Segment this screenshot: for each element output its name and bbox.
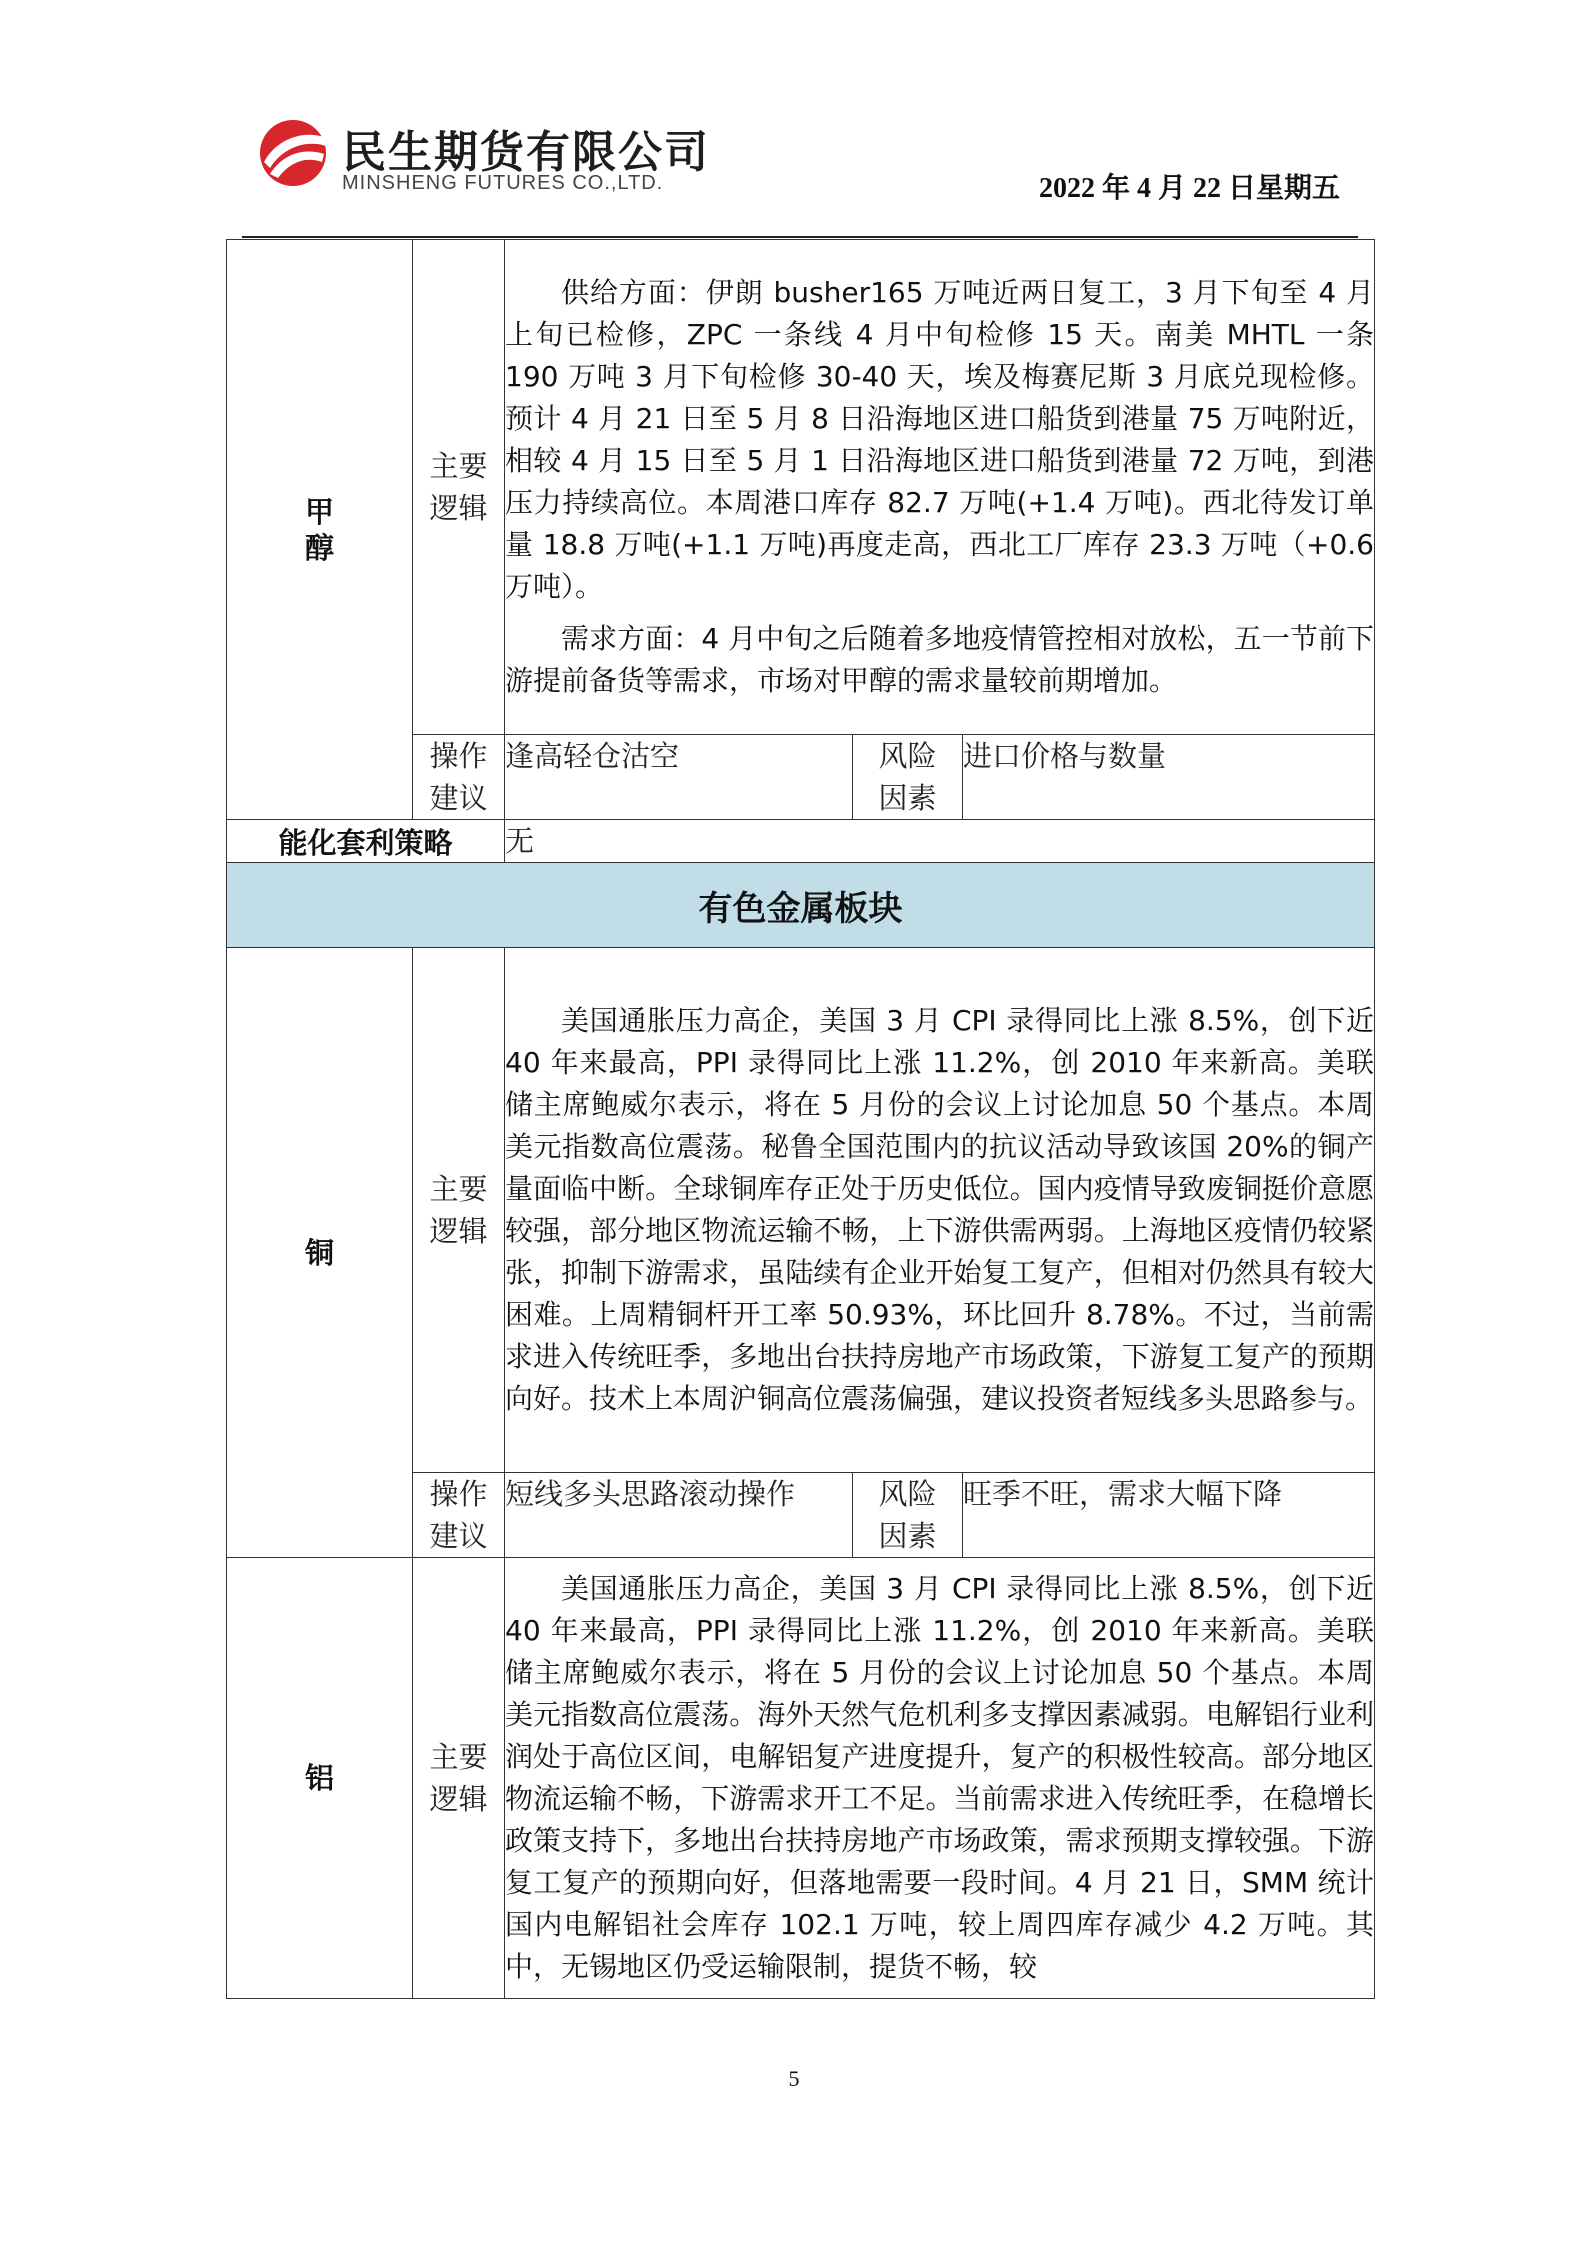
table-row — [227, 240, 1375, 735]
strategy-table — [226, 239, 1375, 1999]
main-logic-label: 主要逻辑 — [413, 948, 505, 1473]
copper-risk: 旺季不旺，需求大幅下降 — [963, 1473, 1375, 1558]
copper-advice: 短线多头思路滚动操作 — [505, 1473, 853, 1558]
product-copper: 铜 — [227, 948, 413, 1558]
aluminum-logic — [505, 1558, 1375, 1999]
section-title: 有色金属板块 — [227, 863, 1375, 948]
company-name-cn: 民生期货有限公司 — [342, 127, 710, 178]
table-row — [227, 863, 1375, 948]
advice-label: 操作建议 — [413, 1473, 505, 1558]
product-name: 甲醇 — [304, 494, 334, 565]
page-number: 5 — [788, 2066, 800, 2091]
report-date: 2022 年 4 月 22 日星期五 — [1038, 173, 1340, 204]
main-logic-label: 主要逻辑 — [413, 240, 505, 735]
strategy-label: 能化套利策略 — [227, 820, 505, 863]
aluminum-logic-paragraph: 美国通胀压力高企，美国 3 月 CPI 录得同比上涨 8.5%，创下近 40 年来最高，PPI 录得同比上涨 11.2%，创 2010 年来新高。美联储主席鲍威尔表示，将在 5 月份的会议上讨论加息 50 个基点。本周美元指数高位震荡。海外天然气危机利多支撑因素减弱。电解铝行业利润处于高位区间，电解铝复产进度提升，复产的积极性较高。部分地区物流运输不畅，下游需求开工不足。当前需求进入传统旺季，在稳增长政策支持下，多地出台扶持房地产市场政策，需求预期支撑较强。下游复工复产的预期向好，但落地需要一段时间。4 月 21 日，SMM 统计国内电解铝社会库存 102.1 万吨，较上周四库存减少 4.2 万吨。其中，无锡地区仍受运输限制，提货不畅，较 — [505, 1572, 1374, 1983]
advice-label: 操作建议 — [413, 735, 505, 820]
company-logo — [256, 112, 726, 202]
copper-logic — [505, 948, 1375, 1473]
methanol-logic — [505, 240, 1375, 735]
company-name-en: MINSHENG FUTURES CO.,LTD. — [342, 172, 664, 194]
main-logic-label: 主要逻辑 — [413, 1558, 505, 1999]
copper-logic-paragraph: 美国通胀压力高企，美国 3 月 CPI 录得同比上涨 8.5%，创下近 40 年来最高，PPI 录得同比上涨 11.2%，创 2010 年来新高。美联储主席鲍威尔表示，将在 5 月份的会议上讨论加息 50 个基点。本周美元指数高位震荡。秘鲁全国范围内的抗议活动导致该国 20%的铜产量面临中断。全球铜库存正处于历史低位。国内疫情导致废铜挺价意愿较强，部分地区物流运输不畅，上下游供需两弱。上海地区疫情仍较紧张，抑制下游需求，虽陆续有企业开始复工复产，但相对仍然具有较大困难。上周精铜杆开工率 50.93%，环比回升 8.78%。不过，当前需求进入传统旺季，多地出台扶持房地产市场政策，下游复工复产的预期向好。技术上本周沪铜高位震荡偏强，建议投资者短线多头思路参与。 — [505, 1004, 1374, 1415]
methanol-demand-paragraph: 需求方面：4 月中旬之后随着多地疫情管控相对放松，五一节前下游提前备货等需求，市场对甲醇的需求量较前期增加。 — [505, 622, 1374, 697]
methanol-advice: 逢高轻仓沽空 — [505, 735, 853, 820]
strategy-value: 无 — [505, 820, 1375, 863]
product-aluminum: 铝 — [227, 1558, 413, 1999]
table-row — [227, 948, 1375, 1473]
table-row — [227, 1558, 1375, 1999]
methanol-supply-paragraph: 供给方面：伊朗 busher165 万吨近两日复工，3 月下旬至 4 月上旬已检修，ZPC 一条线 4 月中旬检修 15 天。南美 MHTL 一条 190 万吨 3 月下旬检修 30-40 天，埃及梅赛尼斯 3 月底兑现检修。预计 4 月 21 日至 5 月 8 日沿海地区进口船货到港量 75 万吨附近，相较 4 月 15 日至 5 月 1 日沿海地区进口船货到港量 72 万吨，到港压力持续高位。本周港口库存 82.7 万吨(+1.4 万吨)。西北待发订单量 18.8 万吨(+1.1 万吨)再度走高，西北工厂库存 23.3 万吨（+0.6 万吨）。 — [505, 276, 1374, 603]
table-row — [227, 820, 1375, 863]
risk-label: 风险因素 — [853, 735, 963, 820]
risk-label: 风险因素 — [853, 1473, 963, 1558]
product-methanol — [227, 240, 413, 820]
header-divider — [242, 236, 1358, 238]
methanol-risk: 进口价格与数量 — [963, 735, 1375, 820]
minsheng-logo-icon — [256, 116, 330, 190]
